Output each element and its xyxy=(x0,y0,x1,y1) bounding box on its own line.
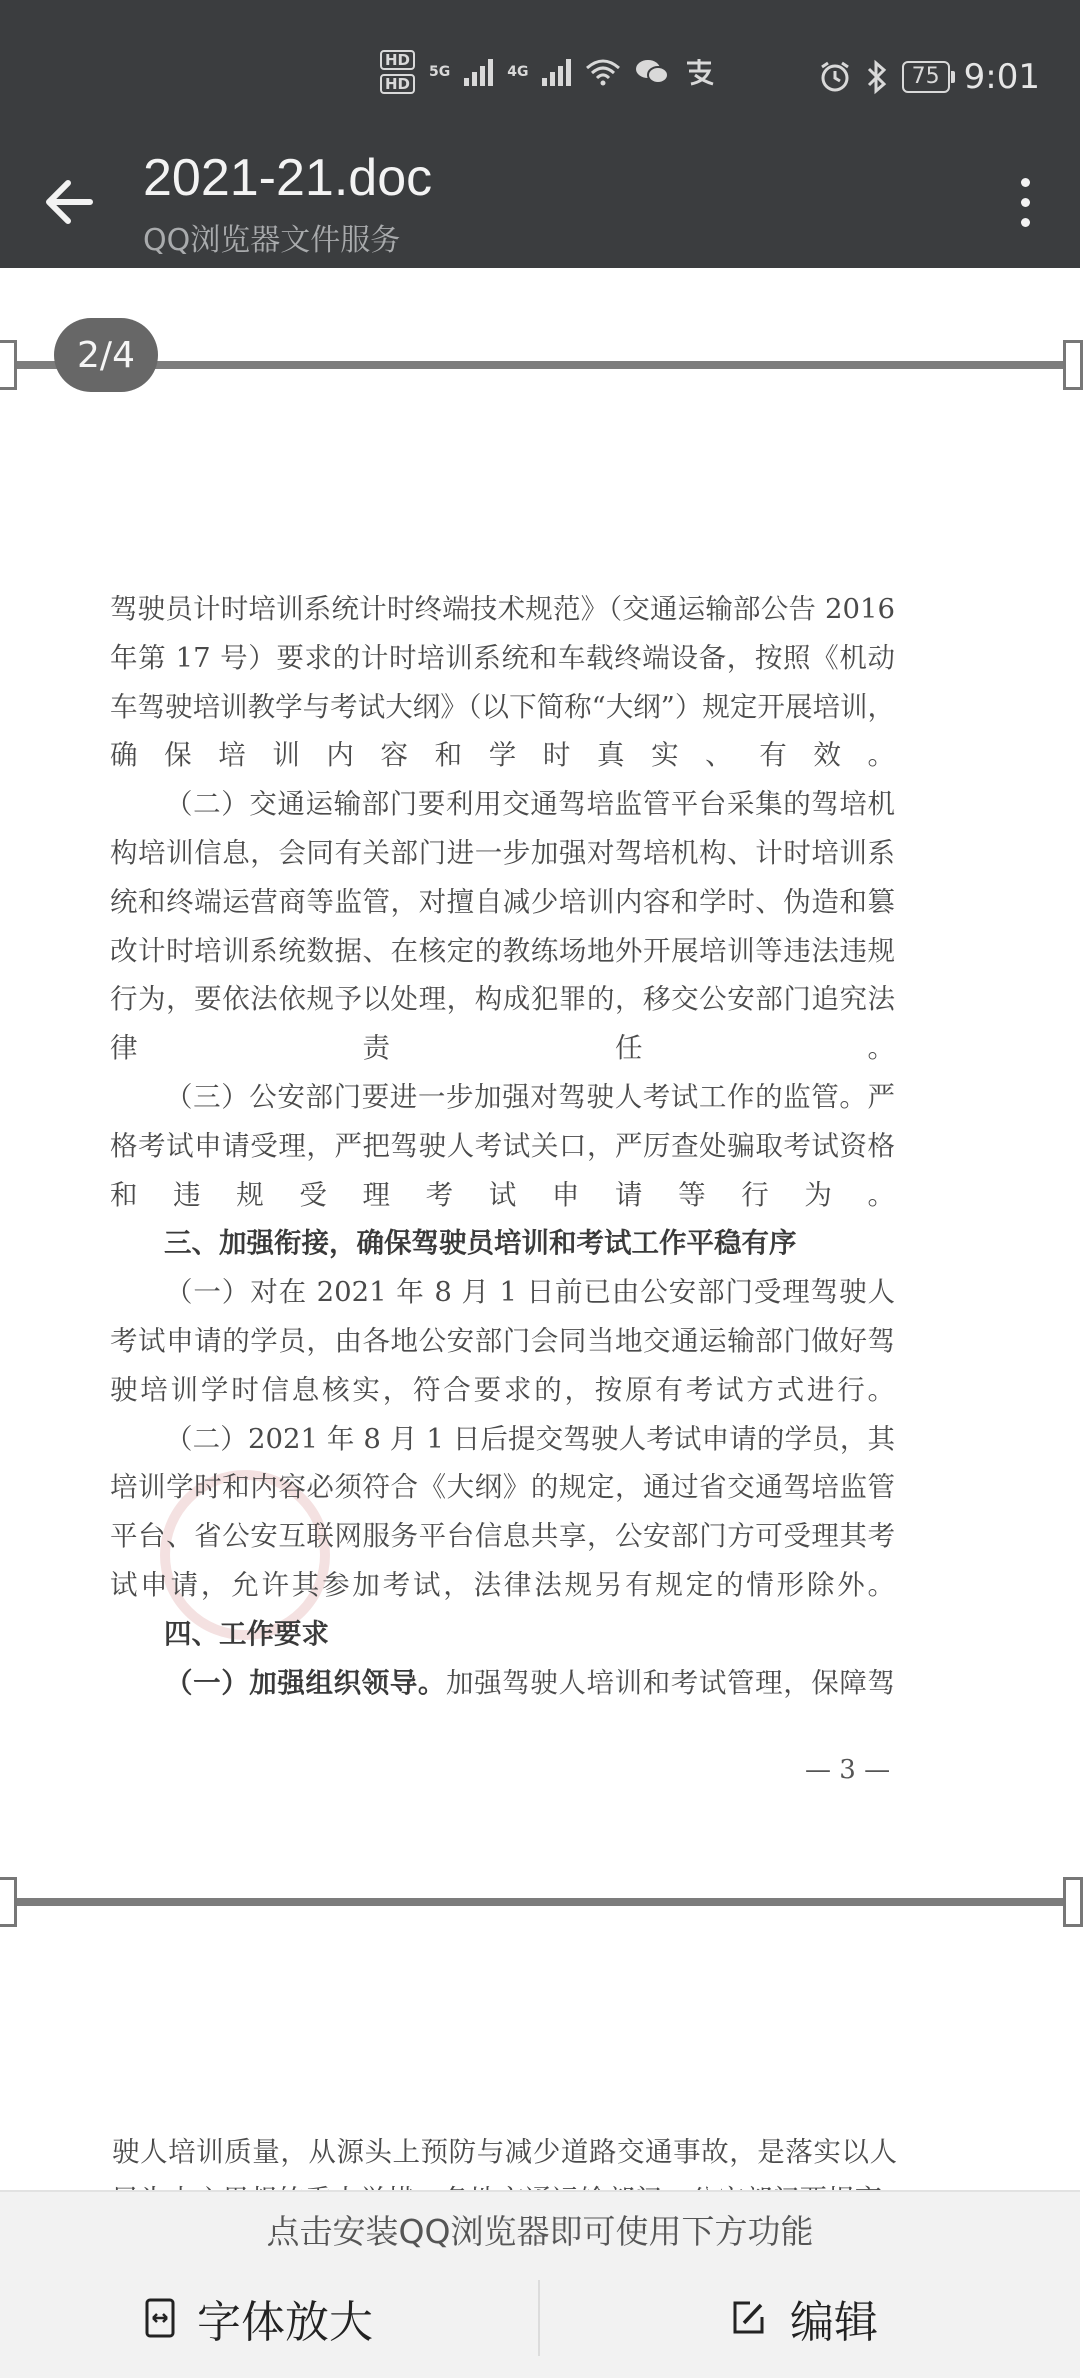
page-separator xyxy=(0,361,1080,369)
paragraph-lead: （一）加强组织领导。 xyxy=(165,1666,446,1699)
document-paragraph: （二）2021 年 8 月 1 日后提交驾驶人考试申请的学员，其培训学时和内容必须符合《大纲》的规定，通过省交通驾培监管平台、省公安互联网服务平台信息共享，公安部门方可受理其考试申请，允许其参加考试，法律法规另有规定的情形除外。 xyxy=(110,1422,895,1601)
page-indicator: 2/4 xyxy=(54,318,158,392)
toolbar-divider xyxy=(538,2280,540,2356)
edit-button[interactable] xyxy=(730,2282,878,2354)
next-page-text: 驶人培训质量，从源头上预防与减少道路交通事故，是落实以人 xyxy=(112,2136,897,2168)
wifi-icon xyxy=(585,58,621,86)
document-paragraph: （二）交通运输部门要利用交通驾培监管平台采集的驾培机构培训信息，会同有关部门进一步加强对驾培机构、计时培训系统和终端运营商等监管，对擅自减少培训内容和学时、伪造和篡改计时培训系统数据、在核定的教练场地外开展培训等违法违规行为，要依法依规予以处理，构成犯罪的，移交公安部门追究法律责任。 xyxy=(110,788,895,1065)
hd-icon: HD HD xyxy=(380,50,415,94)
document-heading: 四、工作要求 xyxy=(164,1617,329,1650)
font-enlarge-label: 字体放大 xyxy=(197,2297,373,2348)
document-paragraph: 驾驶员计时培训系统计时终端技术规范》（交通运输部公告 2016 年第 17 号）要求的计时培训系统和车载终端设备，按照《机动车驾驶培训教学与考试大纲》（以下简称“大纲”）规定开展培训，确保培训内容和学时真实、有效。 xyxy=(110,593,895,772)
document-title: 2021-21.doc xyxy=(143,149,433,207)
status-icons-left xyxy=(380,50,717,94)
page-number: — 3 — xyxy=(805,1755,891,1785)
bottom-toolbar xyxy=(0,2190,1080,2378)
page-corner-mark xyxy=(0,1877,17,1927)
font-enlarge-button[interactable] xyxy=(145,2282,373,2354)
signal-icon xyxy=(464,58,493,86)
status-time: 9:01 xyxy=(963,57,1040,97)
document-paragraph: （三）公安部门要进一步加强对驾驶人考试工作的监管。严格考试申请受理，严把驾驶人考试关口，严厉查处骗取考试资格和违规受理考试申请等行为。 xyxy=(110,1080,895,1211)
document-paragraph xyxy=(110,1659,895,1708)
signal-icon xyxy=(542,58,571,86)
edit-label: 编辑 xyxy=(790,2297,878,2348)
document-body xyxy=(110,585,895,1707)
back-arrow-icon xyxy=(40,170,104,234)
network-5g-label: 5G xyxy=(429,64,451,80)
back-button[interactable] xyxy=(40,170,104,234)
next-page-text xyxy=(112,2176,897,2190)
document-paragraph: （一）对在 2021 年 8 月 1 日前已由公安部门受理驾驶人考试申请的学员，由各地公安部门会同当地交通运输部门做好驾驶培训学时信息核实，符合要求的，按原有考试方式进行。 xyxy=(110,1276,895,1406)
page-corner-mark xyxy=(1063,340,1083,390)
more-vertical-icon xyxy=(1021,178,1030,187)
more-options-button[interactable] xyxy=(1000,170,1050,234)
battery-icon: 75 xyxy=(902,61,950,93)
alipay-icon xyxy=(683,57,717,87)
font-enlarge-icon xyxy=(145,2298,175,2338)
bluetooth-icon xyxy=(866,60,888,94)
status-bar xyxy=(0,0,1080,150)
install-promo-text[interactable]: 点击安装QQ浏览器即可使用下方功能 xyxy=(266,2212,814,2251)
document-heading: 三、加强衔接，确保驾驶员培训和考试工作平稳有序 xyxy=(164,1227,797,1260)
paragraph-text: 加强驾驶人培训和考试管理，保障驾 xyxy=(446,1666,895,1699)
wechat-icon xyxy=(635,58,669,86)
alarm-icon xyxy=(818,60,852,94)
edit-icon xyxy=(730,2299,768,2337)
page-corner-mark xyxy=(0,340,17,390)
status-icons-right xyxy=(818,52,1040,102)
page-separator xyxy=(0,1898,1080,1906)
network-4g-label: 4G xyxy=(507,64,529,80)
page-corner-mark xyxy=(1063,1877,1083,1927)
document-subtitle: QQ浏览器文件服务 xyxy=(143,223,401,258)
